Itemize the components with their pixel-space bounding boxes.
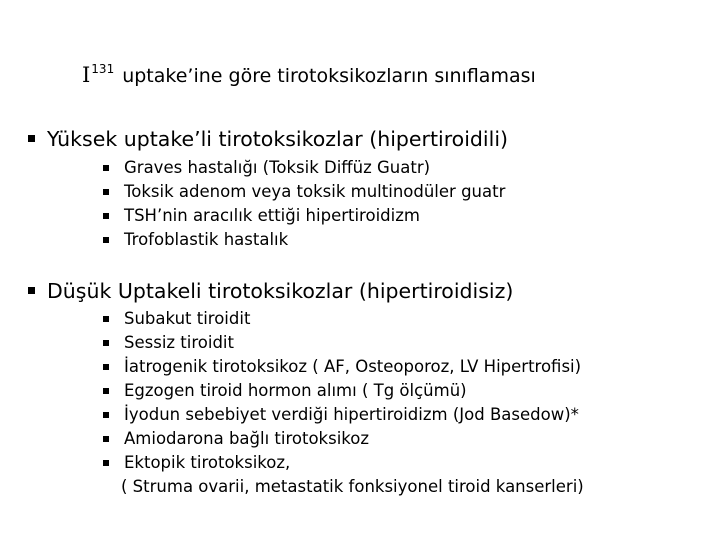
square-bullet-icon (103, 412, 109, 418)
list-item (103, 204, 505, 228)
section-heading-text: Yüksek uptake’li tirotoksikozlar (hipertiroidili) (47, 127, 509, 151)
slide-title (82, 62, 536, 87)
square-bullet-icon (28, 135, 35, 142)
list-item (103, 427, 584, 451)
list-item-text: Sessiz tiroidit (124, 333, 234, 352)
list-item (103, 180, 505, 204)
list-item-text: Amiodarona bağlı tirotoksikoz (124, 429, 370, 448)
low-uptake-list (103, 307, 584, 499)
list-item (103, 307, 584, 331)
square-bullet-icon (103, 316, 109, 322)
list-item-text: Toksik adenom veya toksik multinodüler guatr (124, 182, 506, 201)
list-item (103, 451, 584, 475)
section-heading-high-uptake (28, 127, 508, 151)
square-bullet-icon (103, 364, 109, 370)
title-superscript: 131 (91, 62, 115, 76)
list-item (103, 331, 584, 355)
section-heading-low-uptake (28, 279, 513, 303)
section-heading-text: Düşük Uptakeli tirotoksikozlar (hipertiroidisiz) (47, 279, 514, 303)
high-uptake-list (103, 156, 505, 252)
square-bullet-icon (103, 436, 109, 442)
square-bullet-icon (103, 460, 109, 466)
list-item (103, 355, 584, 379)
square-bullet-icon (103, 340, 109, 346)
square-bullet-icon (103, 388, 109, 394)
list-item (103, 228, 505, 252)
list-item-text: Subakut tiroidit (124, 309, 251, 328)
list-item-text: İatrogenik tirotoksikoz ( AF, Osteoporoz, LV Hipertrofisi) (124, 357, 582, 376)
list-item (103, 156, 505, 180)
list-item-text: Trofoblastik hastalık (124, 230, 289, 249)
title-text: uptake’ine göre tirotoksikozların sınıflaması (122, 65, 536, 87)
title-prefix: I (82, 63, 91, 87)
list-item-text: İyodun sebebiyet verdiği hipertiroidizm (Jod Basedow)* (124, 405, 579, 424)
list-item-text: TSH’nin aracılık ettiği hipertiroidizm (124, 206, 420, 225)
square-bullet-icon (103, 213, 109, 219)
list-item-continuation: ( Struma ovarii, metastatik fonksiyonel tiroid kanserleri) (121, 477, 584, 496)
list-item-text: Egzogen tiroid hormon alımı ( Tg ölçümü) (124, 381, 467, 400)
square-bullet-icon (103, 189, 109, 195)
square-bullet-icon (103, 237, 109, 243)
list-item (103, 379, 584, 403)
list-item-text: Ektopik tirotoksikoz, (124, 453, 291, 472)
square-bullet-icon (28, 287, 35, 294)
square-bullet-icon (103, 165, 109, 171)
list-item (103, 403, 584, 427)
list-item-text: Graves hastalığı (Toksik Diffüz Guatr) (124, 158, 431, 177)
